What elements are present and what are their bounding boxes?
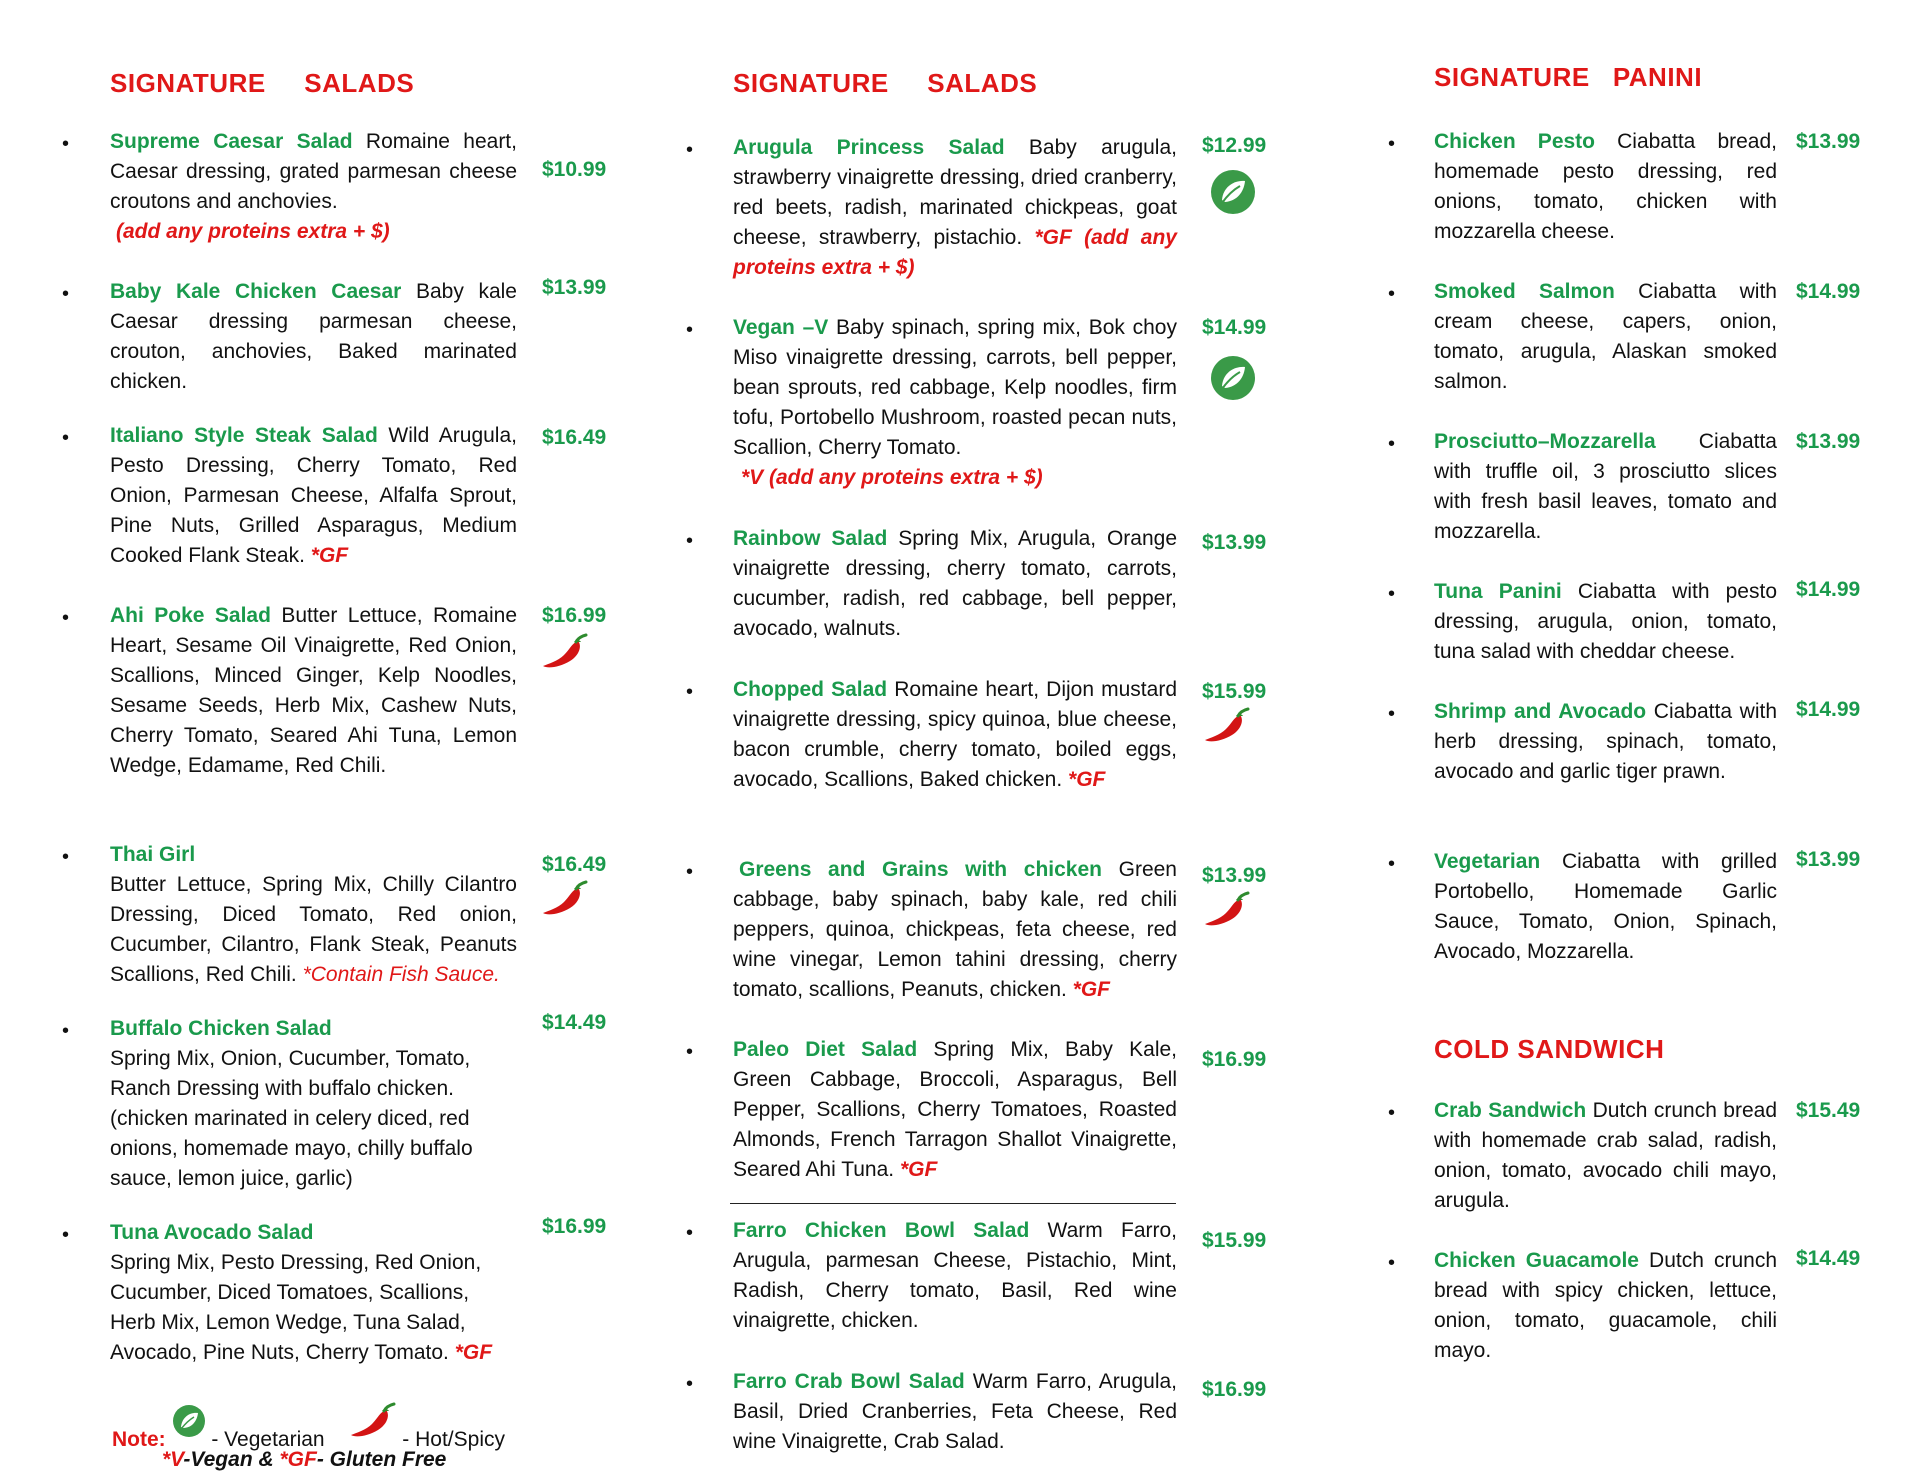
item-price: $16.99	[1202, 1378, 1267, 1401]
item-name: Prosciutto–Mozzarella	[1434, 430, 1656, 453]
item-name: Italiano Style Steak Salad	[110, 424, 378, 447]
item-name: Paleo Diet Salad	[733, 1038, 918, 1061]
item-price: $14.49	[542, 1011, 607, 1034]
item-note: *Contain Fish Sauce.	[302, 963, 500, 986]
item-note: *GF (add any proteins extra + $)	[733, 226, 1177, 279]
chili-icon	[1202, 707, 1250, 747]
item-name: Chicken Pesto	[1434, 130, 1595, 153]
item-price: $15.99	[1202, 1229, 1267, 1252]
column-3-heading: SIGNATURE PANINI	[1434, 62, 1703, 92]
item-desc: Green cabbage, baby spinach, baby kale, red chili peppers, quinoa, chickpeas, feta cheese, red wine vinegar, Lemon tahini dressing, cherry tomato, scallions, Peanuts, chicken.	[733, 858, 1177, 1001]
chili-icon	[348, 1402, 396, 1442]
item-price: $12.99	[1202, 134, 1267, 157]
item-note: (add any proteins extra + $)	[116, 220, 390, 243]
item-name: Vegetarian	[1434, 850, 1541, 873]
item-price: $16.99	[542, 604, 607, 627]
leaf-icon	[1210, 355, 1256, 401]
chili-icon	[540, 880, 588, 920]
item-note: *GF	[1068, 768, 1106, 791]
item-price: $13.99	[1202, 864, 1267, 887]
item-name: Baby Kale Chicken Caesar	[110, 280, 402, 303]
chili-icon	[1202, 891, 1250, 931]
cold-sandwich-heading: COLD SANDWICH	[1434, 1034, 1665, 1064]
item-desc: Spring Mix, Baby Kale, Green Cabbage, Broccoli, Asparagus, Bell Pepper, Scallions, Cherry Tomatoes, Roasted Almonds, French Tarragon Shallot Vinaigrette, Seared Ahi Tuna.	[733, 1038, 1178, 1181]
item-desc: Baby kale Caesar dressing parmesan cheese, crouton, anchovies, Baked marinated chicken.	[110, 280, 517, 393]
column-1-heading: SIGNATURE SALADS	[110, 68, 415, 98]
item-price: $14.99	[1796, 578, 1861, 601]
item-name: Shrimp and Avocado	[1434, 700, 1647, 723]
item-price: $16.99	[542, 1215, 607, 1238]
item-desc: Romaine heart, Dijon mustard vinaigrette dressing, spicy quinoa, blue cheese, bacon crumble, cherry tomato, boiled eggs, avocado, Scallions, Baked chicken.	[733, 678, 1177, 791]
item-desc: Ciabatta bread, homemade pesto dressing, red onions, tomato, chicken with mozzarella cheese.	[1434, 130, 1777, 243]
chili-icon	[540, 633, 588, 673]
item-note: *GF	[454, 1341, 493, 1364]
item-name: Thai Girl	[110, 843, 196, 866]
item-note: *GF	[899, 1158, 938, 1181]
legend-v-text: -Vegan &	[183, 1448, 280, 1471]
item-name: Supreme Caesar Salad	[110, 130, 353, 153]
item-desc: Ciabatta with truffle oil, 3 prosciutto slices with fresh basil leaves, tomato and mozzarella.	[1434, 430, 1777, 543]
item-desc: Baby arugula, strawberry vinaigrette dressing, dried cranberry, red beets, radish, marinated chickpeas, goat cheese, strawberry, pistachio.	[733, 136, 1177, 249]
item-price: $14.49	[1796, 1247, 1861, 1270]
item-name: Crab Sandwich	[1434, 1099, 1587, 1122]
divider	[730, 1203, 1176, 1204]
item-name: Tuna Panini	[1434, 580, 1562, 603]
item-desc: Ciabatta with grilled Portobello, Homemade Garlic Sauce, Tomato, Onion, Spinach, Avocado, Mozzarella.	[1434, 850, 1777, 963]
item-desc: Spring Mix, Pesto Dressing, Red Onion, Cucumber, Diced Tomatoes, Scallions, Herb Mix, Lemon Wedge, Tuna Salad, Avocado, Pine Nuts, Cherry Tomato.	[110, 1251, 482, 1364]
legend-codes	[162, 1448, 446, 1472]
item-price: $16.49	[542, 426, 607, 449]
legend	[112, 1402, 505, 1452]
item-desc: Ciabatta with cream cheese, capers, onion, tomato, arugula, Alaskan smoked salmon.	[1434, 280, 1777, 393]
item-price: $16.99	[1202, 1048, 1267, 1071]
item-note: *GF	[1072, 978, 1111, 1001]
legend-veg-label: - Vegetarian	[211, 1428, 325, 1451]
item-name: Chicken Guacamole	[1434, 1249, 1639, 1272]
item-name: Farro Crab Bowl Salad	[733, 1370, 965, 1393]
item-note: *GF	[310, 544, 349, 567]
legend-v-code: *V	[162, 1448, 184, 1471]
item-price: $14.99	[1202, 316, 1267, 339]
item-name: Farro Chicken Bowl Salad	[733, 1219, 1030, 1242]
item-price: $10.99	[542, 158, 607, 181]
item-name: Greens and Grains with chicken	[739, 858, 1102, 881]
item-name: Tuna Avocado Salad	[110, 1221, 314, 1244]
item-desc: Butter Lettuce, Spring Mix, Chilly Cilantro Dressing, Diced Tomato, Red onion, Cucumber, Cilantro, Flank Steak, Peanuts Scallions, Red Chili.	[110, 873, 517, 986]
legend-spicy-label: - Hot/Spicy	[402, 1428, 505, 1451]
item-desc: Spring Mix, Arugula, Orange vinaigrette dressing, cherry tomato, carrots, cucumber, radish, red cabbage, bell pepper, avocado, walnuts.	[733, 527, 1177, 640]
legend-gf-text: - Gluten Free	[316, 1448, 447, 1471]
item-price: $16.49	[542, 853, 607, 876]
item-name: Ahi Poke Salad	[110, 604, 271, 627]
legend-note-label: Note:	[112, 1428, 166, 1451]
item-price: $14.99	[1796, 698, 1861, 721]
item-price: $13.99	[1796, 848, 1861, 871]
item-desc: Dutch crunch bread with spicy chicken, lettuce, onion, tomato, guacamole, chili mayo.	[1434, 1249, 1778, 1362]
item-price: $15.99	[1202, 680, 1267, 703]
item-name: Buffalo Chicken Salad	[110, 1017, 332, 1040]
item-price: $13.99	[1202, 531, 1267, 554]
item-note: *V (add any proteins extra + $)	[741, 466, 1043, 489]
item-name: Smoked Salmon	[1434, 280, 1615, 303]
leaf-icon	[172, 1404, 206, 1438]
item-name: Chopped Salad	[733, 678, 888, 701]
item-desc: Warm Farro, Arugula, Basil, Dried Cranberries, Feta Cheese, Red wine Vinaigrette, Crab Salad.	[733, 1370, 1177, 1453]
item-desc: Romaine heart, Caesar dressing, grated parmesan cheese croutons and anchovies.	[110, 130, 517, 213]
item-price: $13.99	[542, 276, 607, 299]
item-desc: Butter Lettuce, Romaine Heart, Sesame Oil Vinaigrette, Red Onion, Scallions, Minced Ginger, Kelp Noodles, Sesame Seeds, Herb Mix, Cashew Nuts, Cherry Tomato, Seared Ahi Tuna, Lemon Wedge, Edamame, Red Chili.	[110, 604, 518, 777]
item-price: $15.49	[1796, 1099, 1861, 1122]
item-price: $14.99	[1796, 280, 1861, 303]
item-desc: Dutch crunch bread with homemade crab salad, radish, onion, tomato, avocado chili mayo, arugula.	[1434, 1099, 1777, 1212]
column-2-heading: SIGNATURE SALADS	[733, 68, 1038, 98]
leaf-icon	[1210, 169, 1256, 215]
item-desc: Ciabatta with herb dressing, spinach, tomato, avocado and garlic tiger prawn.	[1434, 700, 1777, 783]
item-desc: Warm Farro, Arugula, parmesan Cheese, Pistachio, Mint, Radish, Cherry tomato, Basil, Red wine vinaigrette, chicken.	[733, 1219, 1177, 1332]
item-price: $13.99	[1796, 430, 1861, 453]
item-desc: Wild Arugula, Pesto Dressing, Cherry Tomato, Red Onion, Parmesan Cheese, Alfalfa Sprout, Pine Nuts, Grilled Asparagus, Medium Cooked Flank Steak.	[110, 424, 517, 567]
item-name: Rainbow Salad	[733, 527, 888, 550]
item-price: $13.99	[1796, 130, 1861, 153]
legend-gf-code: *GF	[279, 1448, 317, 1471]
item-name: Vegan –V	[733, 316, 829, 339]
item-desc: Spring Mix, Onion, Cucumber, Tomato, Ranch Dressing with buffalo chicken. (chicken marinated in celery diced, red onions, homemade mayo, chilly buffalo sauce, lemon juice, garlic)	[110, 1047, 473, 1190]
item-name: Arugula Princess Salad	[733, 136, 1005, 159]
item-desc: Ciabatta with pesto dressing, arugula, onion, tomato, tuna salad with cheddar cheese.	[1434, 580, 1778, 663]
item-desc: Baby spinach, spring mix, Bok choy Miso vinaigrette dressing, carrots, bell pepper, bean sprouts, red cabbage, Kelp noodles, firm tofu, Portobello Mushroom, roasted pecan nuts, Scallion, Cherry Tomato.	[733, 316, 1177, 459]
